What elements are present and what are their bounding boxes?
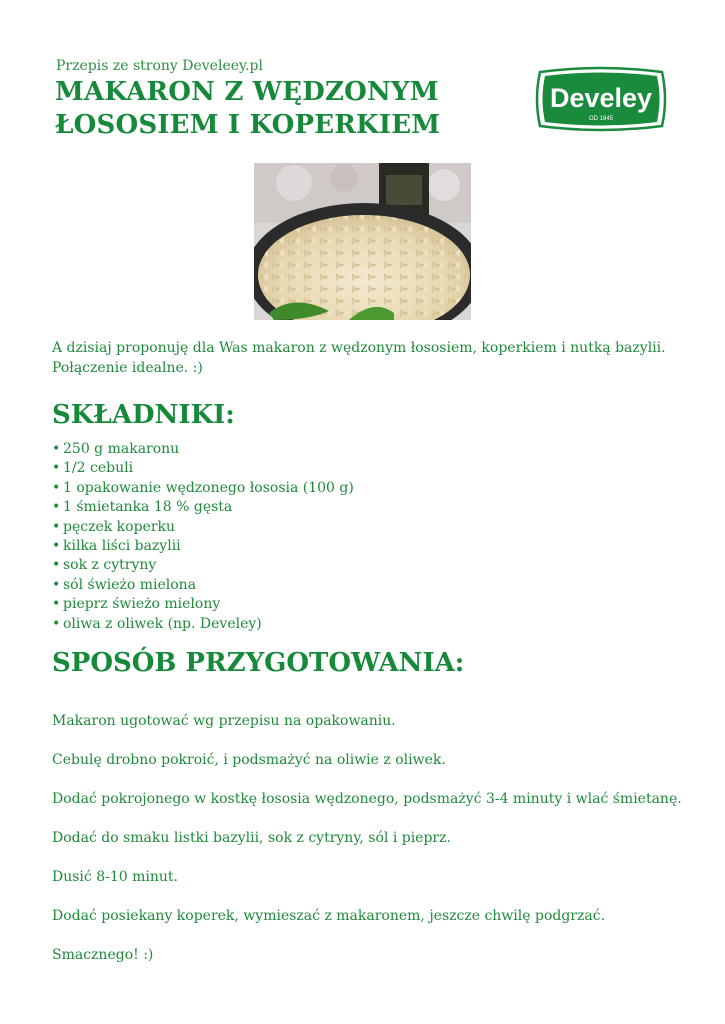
bullet-icon: • (52, 538, 61, 555)
list-item: • sól świeżo mielona (52, 576, 354, 595)
develey-logo (532, 66, 670, 132)
method-step: Smacznego! :) (52, 947, 154, 963)
bullet-icon: • (52, 441, 61, 457)
method-step: Dusić 8-10 minut. (52, 869, 178, 885)
ingredients-list (52, 440, 354, 634)
bullet-icon: • (52, 518, 61, 535)
method-step: Dodać do smaku listki bazylii, sok z cytryny, sól i pieprz. (52, 830, 451, 846)
logo-since-text: OD 1845 (588, 116, 614, 122)
ingredients-heading: SKŁADNIKI: (52, 400, 235, 430)
bullet-icon: • (52, 596, 61, 613)
list-item: • kilka liści bazylii (52, 537, 354, 556)
list-item: • oliwa z oliwek (np. Develey) (52, 615, 354, 634)
bullet-icon: • (52, 479, 61, 496)
bullet-icon: • (52, 499, 61, 516)
list-item: • 1 opakowanie wędzonego łososia (100 g) (52, 479, 354, 498)
list-item: • 250 g makaronu (52, 440, 354, 459)
title-line-2: ŁOSOSIEM I KOPERKIEM (55, 110, 441, 140)
title-line-1: MAKARON Z WĘDZONYM (55, 77, 439, 107)
source-note: Przepis ze strony Develeey.pl (56, 58, 263, 74)
method-step: Dodać pokrojonego w kostkę łososia wędzonego, podsmażyć 3-4 minuty i wlać śmietanę. (52, 791, 682, 807)
bullet-icon: • (52, 576, 61, 593)
bullet-icon: • (52, 557, 61, 574)
list-item: • pieprz świeżo mielony (52, 595, 354, 614)
method-step: Makaron ugotować wg przepisu na opakowaniu. (52, 713, 396, 729)
intro-text: A dzisiaj proponuję dla Was makaron z wędzonym łososiem, koperkiem i nutką bazylii. Połączenie idealne. :) (52, 340, 666, 376)
list-item: • 1/2 cebuli (52, 459, 354, 478)
recipe-title (55, 76, 440, 142)
list-item: • sok z cytryny (52, 556, 354, 575)
logo-brand-text: Develey (549, 83, 653, 113)
method-heading: SPOSÓB PRZYGOTOWANIA: (52, 648, 465, 678)
list-item: • pęczek koperku (52, 518, 354, 537)
list-item: • 1 śmietanka 18 % gęsta (52, 498, 354, 517)
method-step: Cebulę drobno pokroić, i podsmażyć na oliwie z oliwek. (52, 752, 446, 768)
method-step: Dodać posiekany koperek, wymieszać z makaronem, jeszcze chwilę podgrzać. (52, 908, 606, 924)
bullet-icon: • (52, 460, 61, 477)
bullet-icon: • (52, 615, 61, 632)
pasta-photo (254, 163, 471, 320)
